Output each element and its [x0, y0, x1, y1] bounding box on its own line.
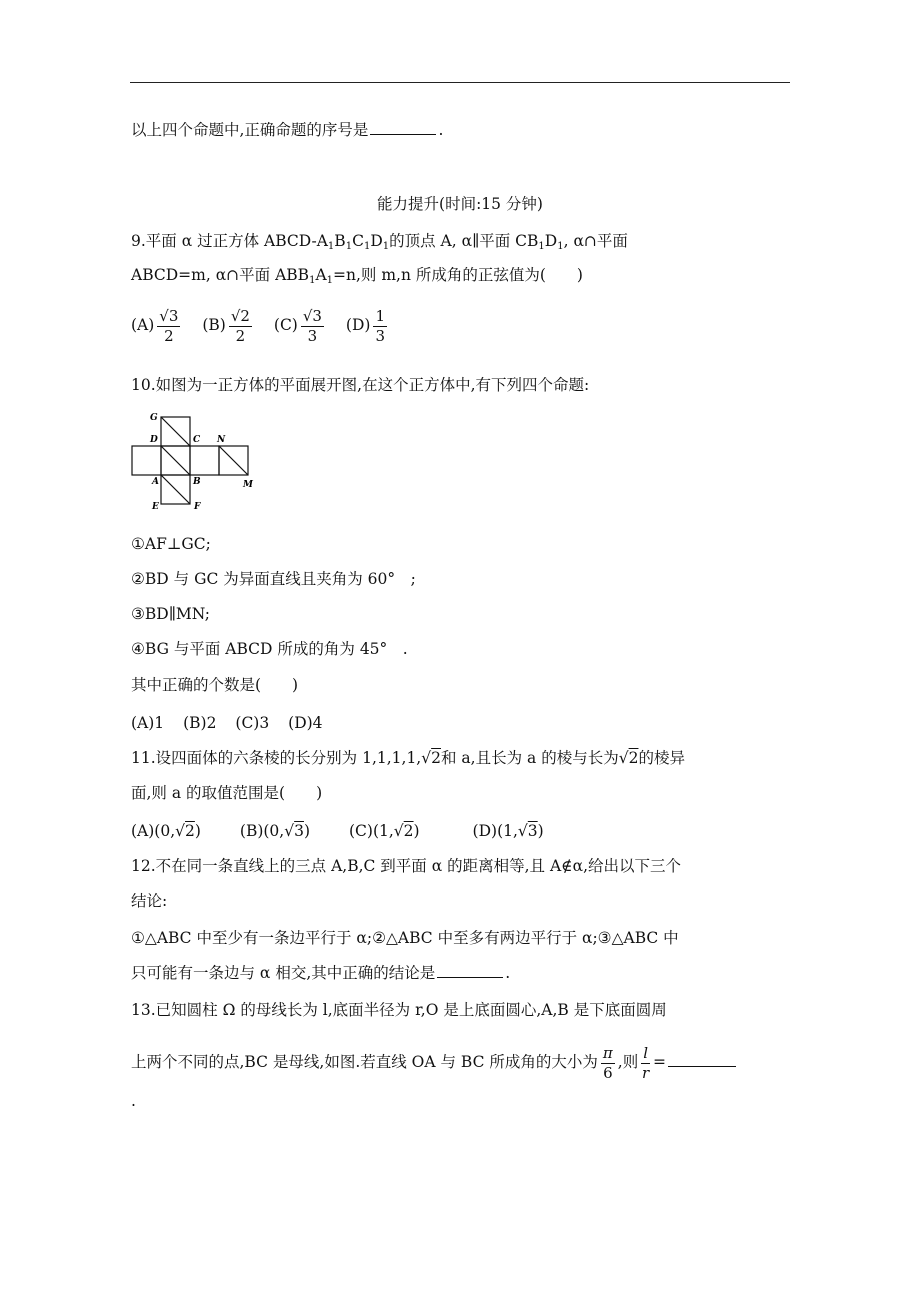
q11-option-c[interactable]: (C)(1,√2): [348, 822, 420, 840]
q12-line1: 12.不在同一条直线上的三点 A,B,C 到平面 α 的距离相等,且 A∉α,给出以下三个: [131, 857, 682, 875]
q12-line3: ①△ABC 中至少有一条边平行于 α;②△ABC 中至多有两边平行于 α;③△ABC 中: [131, 929, 679, 947]
q13-line1: 13.已知圆柱 Ω 的母线长为 l,底面半径为 r,O 是上底面圆心,A,B 是下底面圆周: [131, 1001, 667, 1019]
q10-option-c[interactable]: (C)3: [235, 714, 270, 732]
label-F: F: [194, 502, 201, 512]
q12-answer-blank[interactable]: [437, 963, 503, 978]
label-M: M: [243, 480, 253, 490]
label-C: C: [193, 435, 201, 445]
label-N: N: [217, 435, 226, 445]
q9-line2: ABCD=m, α∩平面 $ABB_1A_1=n$,则 m,n 所成角的正弦值为( ): [131, 266, 583, 286]
q13-answer-blank[interactable]: [668, 1052, 736, 1067]
q12-line2: 结论:: [131, 892, 168, 910]
q11-options: [131, 820, 558, 842]
q9-option-d[interactable]: (D) $\frac{1}{3}$: [345, 306, 385, 345]
q10-option-b[interactable]: (B)2: [183, 714, 217, 732]
q10-options: [131, 712, 337, 734]
label-G: G: [150, 413, 158, 423]
q10-stem: 10.如图为一正方体的平面展开图,在这个正方体中,有下列四个命题:: [131, 376, 590, 394]
q9-option-b[interactable]: (B) $\frac{√2}{2}$: [202, 306, 250, 345]
q10-option-d[interactable]: (D)4: [288, 714, 323, 732]
q9-option-c[interactable]: (C) $\frac{√3}{3}$: [273, 306, 322, 345]
q9-options: [131, 303, 404, 347]
q13-line3: .: [131, 1092, 136, 1110]
section-title: 能力提升(时间:15 分钟): [377, 195, 543, 213]
label-A: A: [152, 477, 159, 487]
q11-option-d[interactable]: (D)(1,√3): [472, 822, 544, 840]
cube-net-figure: [128, 405, 268, 515]
label-D: D: [150, 435, 158, 445]
answer-blank[interactable]: [370, 120, 436, 135]
q10-prop-2: ②BD 与 GC 为异面直线且夹角为 60° ;: [131, 570, 416, 588]
label-E: E: [152, 502, 159, 512]
q11-option-a[interactable]: (A)(0,√2): [131, 822, 201, 840]
q10-option-a[interactable]: (A)1: [131, 714, 165, 732]
q11-line2: 面,则 a 的取值范围是( ): [131, 784, 323, 802]
q13-line2: 上两个不同的点,BC 是母线,如图.若直线 OA 与 BC 所成角的大小为 $\frac{\pi}{6}$ ,则 $\frac{l}{r}$ =: [131, 1040, 738, 1084]
label-B: B: [193, 477, 201, 487]
q12-line4: 只可能有一条边与 α 相交,其中正确的结论是 .: [131, 964, 511, 982]
q9-line1: 9.平面 α 过正方体 ABCD-$A_1B_1C_1D_1$的顶点 A, α∥平面 $CB_1D_1$, α∩平面: [131, 232, 628, 252]
prev-question-answer-line: 以上四个命题中,正确命题的序号是 .: [131, 121, 444, 139]
q10-prop-1: ①AF⊥GC;: [131, 535, 211, 553]
q10-prop-3: ③BD∥MN;: [131, 605, 210, 623]
header-rule: [130, 82, 790, 83]
q10-prop-4: ④BG 与平面 ABCD 所成的角为 45° .: [131, 640, 408, 658]
q9-option-a[interactable]: (A) $\frac{√3}{2}$: [131, 306, 179, 345]
q10-ask: 其中正确的个数是( ): [131, 676, 299, 694]
q11-line1: 11.设四面体的六条棱的长分别为 1,1,1,1,√2和 a,且长为 a 的棱与长为√2的棱异: [131, 749, 685, 767]
q11-option-b[interactable]: (B)(0,√3): [239, 822, 311, 840]
